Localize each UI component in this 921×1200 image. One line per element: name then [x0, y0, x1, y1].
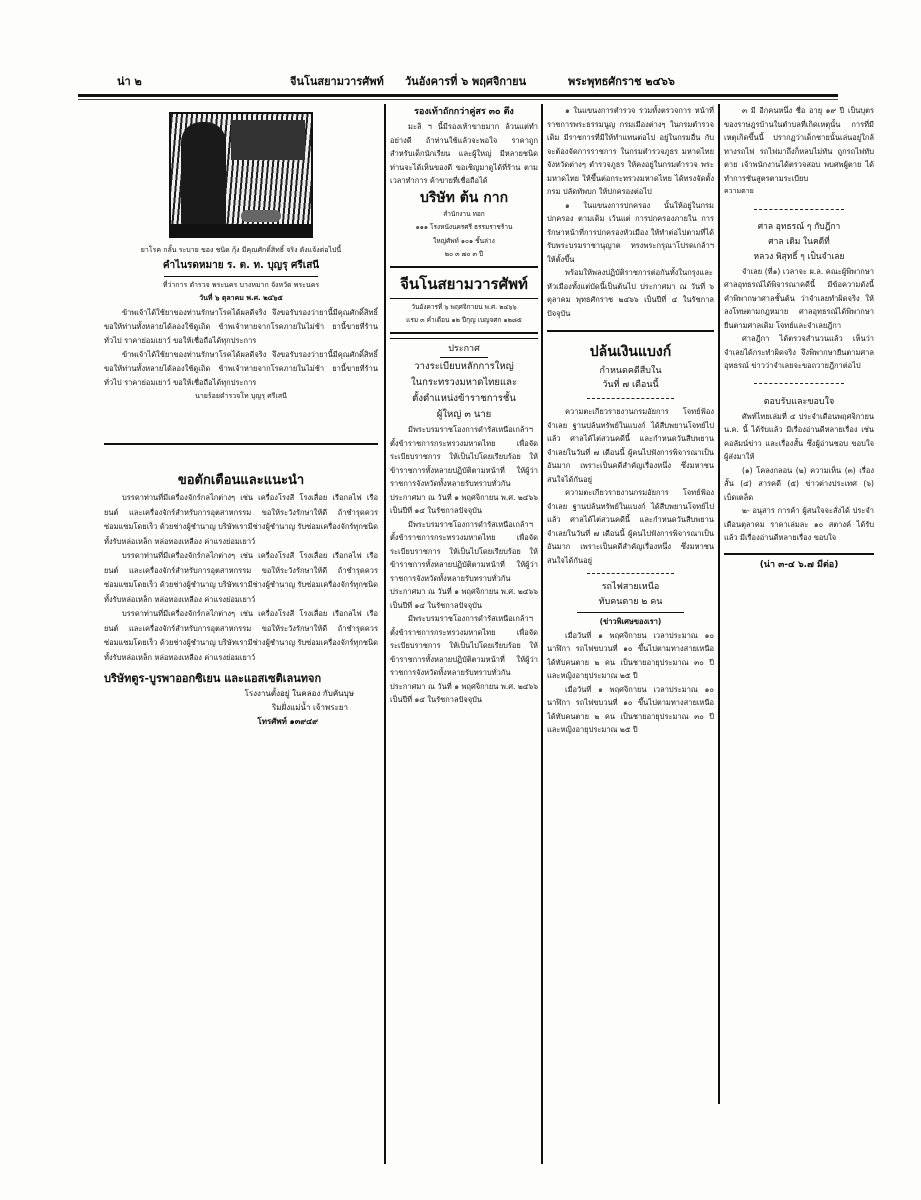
- ad-title: คำไนรดหมาย ร. ต. ท. บุญรุ ศรีเสนี: [162, 259, 320, 271]
- notice-body: บรรดาท่านที่มีเครื่องจักร์กลไกต่างๆ เช่น เครื่องโรงสี โรงเลื่อย เรือกลไฟ เรือยนต์ และเครื่องจักร์สำหรับการอุตสาหกรรม ขอให้ระวังรักษาให้ดี ถ้าชำรุดควรซ่อมแซมโดยเร็ว ด้วยช่างผู้ชำนาญ บริษัทเรามีช่างผู้ชำนาญ รับซ่อมเครื่องจักร์ทุกชนิด ทั้งรับหล่อเหล็ก หล่อทองเหลือง ค่าแรงย่อมเยาว์: [104, 493, 378, 546]
- shoe-prices: ๒๐ ๓ ๗๐ ๓ ปี: [444, 250, 484, 258]
- announcement-body: มีพระบรมราชโองการดำรัสเหนือเกล้าฯ ตั้งข้าราชการกระทรวงมหาดไทย เพื่อจัดระเบียบราชการ ให้เป็นไปโดยเรียบร้อย ให้ข้าราชการทั้งหลายปฏิบัติตามหน้าที่ ให้ผู้ว่าราชการจังหวัดทั้งหลายรับทราบทั่วกัน ประกาศมา ณ วันที่ ๑ พฤศจิกายน พ.ศ. ๒๔๖๖ เป็นปีที่ ๑๔ ในรัชกาลปัจจุบัน: [390, 425, 538, 515]
- announcement-title-4: ผู้ใหญ่ ๓ นาย: [436, 409, 492, 420]
- telephone: โทรศัพท์ ๑๓๙๔๙: [257, 717, 318, 726]
- issue-date: วันอังคารที่ ๖ พฤศจิกายน: [405, 75, 527, 88]
- bank-robbery-title: ปล้นเงินแบงก์: [589, 344, 672, 360]
- masthead: จีนโนสยามวารศัพท์: [400, 274, 528, 293]
- announcement-title-1: วางระเบียบหลักการใหญ่: [414, 361, 514, 372]
- acknowledgement-list: (๑) โคลงกลอน (๒) ความเห็น (๓) เรื่องสั้น (๔) สารคดี (๕) ข่าวต่างประเทศ (๖) เบ็ดเตล็ด: [724, 465, 874, 502]
- announcement-title-3: ตั้งตำแหน่งข้าราชการชั้น: [412, 393, 516, 404]
- shoe-address-1: สำนักงาน ทอก: [443, 209, 485, 218]
- company-name: บริษัทตูร-บูรพาออกซิเยน และแอสเซติเลนทจก: [104, 672, 322, 685]
- shoe-company: บริษัท ต้น กาก: [419, 189, 509, 206]
- acknowledgement-body: ศัพท์ไทยเล่มที่ ๔ ประจำเดือนพฤศจิกายน น.ค. นี้ ได้รับแล้ว มีเรื่องอ่านดีหลายเรื่อง เช่น คอลัมน์ข่าว และเรื่องสั้น ซึ่งผู้อ่านชอบ ขอบใจผู้ส่งมาให้: [724, 411, 874, 461]
- railway-title-1: รถไฟสายเหนือ: [601, 582, 660, 592]
- court-body-2: ศาลฎีกา ได้ตรวจสำนวนแล้ว เห็นว่าจำเลยได้กระทำผิดจริง จึงพิพากษายืนตามศาลอุทธรณ์ ข่าวว่าจำเลยจะขอถวายฎีกาต่อไป: [724, 334, 874, 370]
- announcement-label: ประกาศ: [448, 343, 480, 354]
- notice-body-cont: บรรดาท่านที่มีเครื่องจักร์กลไกต่างๆ เช่น เครื่องโรงสี โรงเลื่อย เรือกลไฟ เรือยนต์ และเครื่องจักร์สำหรับการอุตสาหกรรม ขอให้ระวังรักษาให้ดี ถ้าชำรุดควรซ่อมแซมโดยเร็ว ด้วยช่างผู้ชำนาญ บริษัทเรามีช่างผู้ชำนาญ รับซ่อมเครื่องจักร์ทุกชนิด ทั้งรับหล่อเหล็ก หล่อทองเหลือง ค่าแรงย่อมเยาว์: [104, 551, 378, 604]
- paper-name: จีนโนสยามวารศัพท์: [290, 75, 384, 88]
- bank-robbery-sub-1: กำหนดคดีสืบใน: [599, 366, 662, 376]
- notice-title: ขอตักเตือนและแนะนำ: [177, 473, 305, 488]
- ad-body-cont: ข้าพเจ้าได้ใช้ยาของท่านรักษาโรคได้ผลดีจริง จึงขอรับรองว่ายานี้มีคุณศักดิ์สิทธิ์ ขอให้ท่านทั้งหลายได้ลองใช้ดูเถิด ข้าพเจ้าหายจากโรคภายในไม่ช้า ยานี้ขายที่ร้านทั่วไป ราคาย่อมเยาว์ ขอให้เชื่อถือได้ทุกประการ: [104, 349, 378, 387]
- railway-subtitle: (ข่าวพิเศษของเรา): [599, 617, 662, 626]
- ministry-article-body: ๑ ในแขนงการตำรวจ รวมทั้งตรวจการ หน้าที่ราชการพระธรรมนูญ กรมเมืองต่างๆ ในกรมตำรวจเดิม มีราชการที่มีให้ทำแทนต่อไป อยู่ในกรมอื่น กับจะต้องจัดการราชการ ในกรมตำรวจภูธร มหาดไทย จังหวัดต่างๆ ตำรวจภูธร ให้คงอยู่ในกรมตำรวจ พระมหาดไทย ให้ขึ้นต่อกระทรวงมหาดไทย ได้ทรงจัดตั้งกรม ปลัดทัพบก ให้ปกครองต่อไป: [547, 106, 714, 196]
- shoe-address-3: ใหญ่ศัพท์ ๑๐๑ ชั้นล่าง: [433, 236, 495, 245]
- bank-robbery-sub-2: วันที่ ๗ เดือนนี้: [602, 380, 659, 390]
- masthead-date-1: วันอังคารที่ ๖ พฤศจิกายน พ.ศ. ๒๔๖๖: [411, 302, 517, 311]
- ad-date: วันที่ ๖ ตุลาคม พ.ศ. ๒๔๖๕: [199, 294, 283, 302]
- ministry-article-body-3: พร้อมให้พลงปฏิบัติราชการต่อกันทั้งในกรุงและหัวเมืองทั้งแต่บัดนี้เป็นต้นไป ประกาศมา ณ วันที่ ๖ ตุลาคม พุทธศักราช ๒๔๖๖ เป็นปีที่ ๔ ในรัชกาลปัจจุบัน: [547, 268, 714, 318]
- railway-title-2: ทับคนตาย ๒ คน: [598, 597, 663, 607]
- railway-continued-body: ๓ มี อีกคนหนึ่ง ชื่อ อายุ ๑๙ ปี เป็นบุตรของราษฎรบ้านในตำบลที่เกิดเหตุนั้น การที่มีเหตุเกิดขึ้นนี้ ปรากฏว่าเด็กชายนั้นเล่นอยู่ใกล้ทางรถไฟ รถไฟมาถึงก็หลบไม่ทัน ถูกรถไฟทับตาย เจ้าพนักงานได้ตรวจสอบ พบศพผู้ตาย ได้ทำการชันสูตรตามระเบียบ: [724, 106, 874, 183]
- bank-robbery-body-cont: ความตะเกียวรายงานกรมอัยการ โจทย์ฟ้องจำเลย ฐานปล้นทรัพย์ในแบงก์ ได้สืบพยานโจทย์ไปแล้ว ศาลได้ไต่สวนคดีนี้ และกำหนดวันสืบพยานจำเลยในวันที่ ๗ เดือนนี้ ผู้คนไปฟังการพิจารณาเป็นอันมาก เพราะเป็นคดีสำคัญเรื่องหนึ่ง ซึ่งมหาชนสนใจได้กันอยู่: [547, 488, 714, 565]
- column-3: [547, 104, 714, 1164]
- ad-signature: นายร้อยตำรวจโท บุญรุ ศรีเสนี: [195, 391, 287, 400]
- continued-note: (น่า ๓-๔ ๖.๗ มีต่อ): [759, 559, 839, 570]
- column-divider: [384, 104, 386, 1164]
- railway-body: เมื่อวันที่ ๑ พฤศจิกายน เวลาประมาณ ๑๐ นาฬิกา รถไฟขบวนที่ ๑๐ ขึ้นไปตามทางสายเหนือ ได้ทับคนตาย ๒ คน เป็นชายอายุประมาณ ๓๐ ปี และหญิงอายุประมาณ ๒๕ ปี: [547, 630, 714, 680]
- announcement-body-cont: มีพระบรมราชโองการดำรัสเหนือเกล้าฯ ตั้งข้าราชการกระทรวงมหาดไทย เพื่อจัดระเบียบราชการ ให้เป็นไปโดยเรียบร้อย ให้ข้าราชการทั้งหลายปฏิบัติตามหน้าที่ ให้ผู้ว่าราชการจังหวัดทั้งหลายรับทราบทั่วกัน ประกาศมา ณ วันที่ ๑ พฤศจิกายน พ.ศ. ๒๔๖๖ เป็นปีที่ ๑๔ ในรัชกาลปัจจุบัน: [390, 519, 538, 610]
- shoe-address-2: ๑๑๑ โรงหนังนครศรี ธรรมราชร้าน: [415, 223, 513, 231]
- court-title-3: หลวง พิสุทธิ์ ๆ เป็นจำเลย: [753, 251, 845, 262]
- column-2: [390, 104, 538, 1164]
- acknowledgement-title: ตอบรับและขอบใจ: [763, 396, 835, 407]
- announcement-title-2: ในกระทรวงมหาดไทยและ: [410, 377, 518, 388]
- masthead-date-2: แรม ๓ ค่ำเดือน ๑๒ ปีกุญ เบญจศก ๑๒๘๕: [406, 316, 522, 324]
- ad-caption: ยาโรค กลั้น ระบาย ของ ชนิด กุ้ง มีคุณศักดิ์สิทธิ์ จริง ดังแจ้งต่อไปนี้: [140, 246, 342, 254]
- court-body: จำเลย (ที่๑) เวลาจะ ผ.ล. คณะผู้พิพากษาศาลอุทธรณ์ได้พิจารณาคดีนี้ มีข้อความดังนี้ คำพิพากษาศาลชั้นต้น ว่าจำเลยทำผิดจริง ให้ลงโทษตามกฎหมาย ศาลอุทธรณ์ได้พิพากษายืนตามศาลเดิม โจทย์และจำเลยฎีกา: [724, 266, 874, 330]
- column-divider: [541, 104, 543, 1164]
- bank-robbery-body: ความตะเกียวรายงานกรมอัยการ โจทย์ฟ้องจำเลย ฐานปล้นทรัพย์ในแบงก์ ได้สืบพยานโจทย์ไปแล้ว ศาลได้ไต่สวนคดีนี้ และกำหนดวันสืบพยานจำเลยในวันที่ ๗ เดือนนี้ ผู้คนไปฟังการพิจารณาเป็นอันมาก เพราะเป็นคดีสำคัญเรื่องหนึ่ง ซึ่งมหาชนสนใจได้กันอยู่: [547, 407, 714, 484]
- announcement-body-cont2: มีพระบรมราชโองการดำรัสเหนือเกล้าฯ ตั้งข้าราชการกระทรวงมหาดไทย เพื่อจัดระเบียบราชการ ให้เป็นไปโดยเรียบร้อย ให้ข้าราชการทั้งหลายปฏิบัติตามหน้าที่ ให้ผู้ว่าราชการจังหวัดทั้งหลายรับทราบทั่วกัน ประกาศมา ณ วันที่ ๑ พฤศจิกายน พ.ศ. ๒๔๖๖ เป็นปีที่ ๑๔ ในรัชกาลปัจจุบัน: [390, 614, 538, 704]
- page-header: [0, 72, 921, 92]
- factory-location-1: โรงงานตั้งอยู่ ในคลอง กับคันบุษ: [244, 689, 354, 698]
- court-title-1: ศาล อุทธรณ์ ๆ กับฎีกา: [757, 221, 841, 232]
- shoe-ad-title: รองเท้าถักกว่าคู่สร ๓๐ ตึง: [414, 107, 514, 117]
- acknowledgement-body-2: ๒- อนุสาร การค้า ผู้สนใจจะสั่งได้ ประจำเดือนตุลาคม ราคาเล่มละ ๑๐ สตางค์ ได้รับแล้ว มีเรื่องอ่านดีหลายเรื่อง ขอบใจ: [724, 506, 874, 542]
- page-number: น่า ๒: [117, 75, 142, 88]
- header-rule-thin: [78, 99, 838, 100]
- ad-body: ข้าพเจ้าได้ใช้ยาของท่านรักษาโรคได้ผลดีจริง จึงขอรับรองว่ายานี้มีคุณศักดิ์สิทธิ์ ขอให้ท่านทั้งหลายได้ลองใช้ดูเถิด ข้าพเจ้าหายจากโรคภายในไม่ช้า ยานี้ขายที่ร้านทั่วไป ราคาย่อมเยาว์ ขอให้เชื่อถือได้ทุกประการ: [104, 307, 378, 345]
- railway-body-cont: เมื่อวันที่ ๑ พฤศจิกายน เวลาประมาณ ๑๐ นาฬิกา รถไฟขบวนที่ ๑๐ ขึ้นไปตามทางสายเหนือ ได้ทับคนตาย ๒ คน เป็นชายอายุประมาณ ๓๐ ปี และหญิงอายุประมาณ ๒๕ ปี: [547, 684, 714, 734]
- factory-location-2: ริมฝั่งแม่น้ำ เจ้าพระยา: [271, 703, 348, 712]
- ad-address: ที่ว่าการ ตำรวจ พระนคร บางหมาก จังหวัด พระนคร: [162, 280, 320, 289]
- buddhist-era: พระพุทธศักราช ๒๔๖๖: [568, 75, 675, 88]
- ministry-article-body-2: ๑ ในแขนงการปกครอง นั้นให้อยู่ในกรมปกครอง ตามเดิม เว้นแต่ การปกครองภายใน การรักษาหน้าที่การปกครองหัวเมือง ให้ทำต่อไปตามที่ได้รับพระบรมราชานุญาต ทรงพระกรุณาโปรดเกล้าฯ ให้ตั้งขึ้น: [547, 200, 714, 264]
- court-title-2: ศาล เดิม ในคดีที่: [768, 236, 830, 247]
- column-4: [724, 104, 874, 1164]
- column-1: [104, 104, 378, 1164]
- notice-body-cont2: บรรดาท่านที่มีเครื่องจักร์กลไกต่างๆ เช่น เครื่องโรงสี โรงเลื่อย เรือกลไฟ เรือยนต์ และเครื่องจักร์สำหรับการอุตสาหกรรม ขอให้ระวังรักษาให้ดี ถ้าชำรุดควรซ่อมแซมโดยเร็ว ด้วยช่างผู้ชำนาญ บริษัทเรามีช่างผู้ชำนาญ รับซ่อมเครื่องจักร์ทุกชนิด ทั้งรับหล่อเหล็ก หล่อทองเหลือง ค่าแรงย่อมเยาว์: [104, 609, 378, 662]
- column-divider: [718, 104, 720, 1104]
- shoe-ad-body: มะลิ ฯ นี้มีรองเท้าขายมาก ล้วนแต่ทำอย่างดี ถ้าท่านใช้แล้วจะพอใจ ราคาถูก สำหรับเด็กนักเรียน และผู้ใหญ่ มีหลายชนิด ท่านจะได้เห็นของดี ขอเชิญมาดูได้ที่ร้าน ตามเวลาทำการ ค้าขายที่เชื่อถือได้: [390, 122, 538, 185]
- advertisement-illustration: [169, 112, 313, 238]
- header-rule: [78, 94, 838, 97]
- railway-continued-end: ความตาย: [724, 187, 754, 195]
